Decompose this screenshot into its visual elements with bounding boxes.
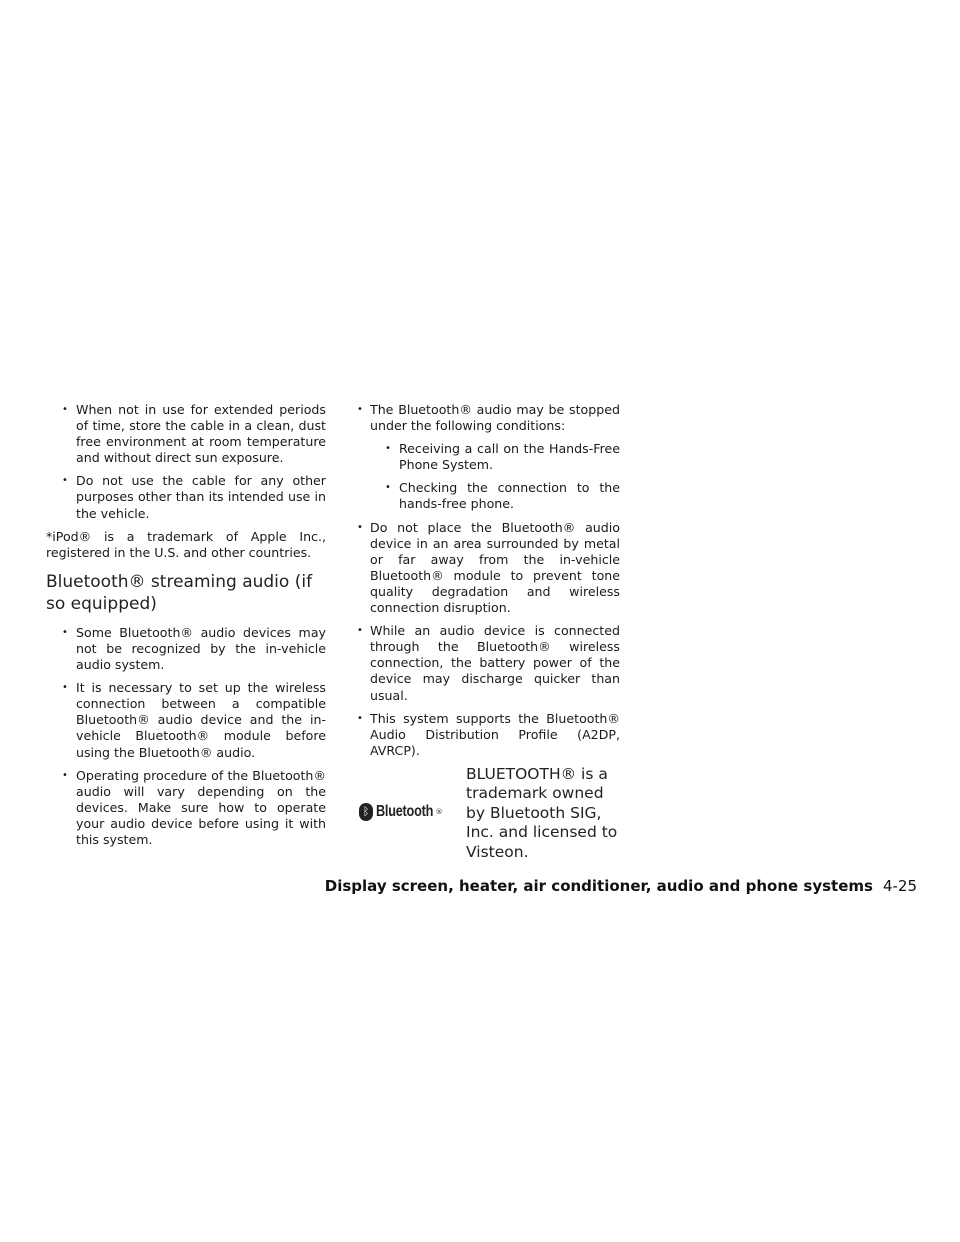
bluetooth-logo — [359, 803, 443, 821]
bluetooth-logo-wordmark: Bluetooth — [376, 802, 434, 820]
bullet-setup-connection: • It is necessary to set up the wireless connection between a compatible Bluetooth® audio device and the in-vehicle Bluetooth® module before using the Bluetooth® audio. — [46, 680, 326, 760]
page-number: 4-25 — [882, 877, 917, 895]
page-footer — [325, 877, 917, 895]
bluetooth-trademark-block — [355, 764, 620, 883]
bullet-cable-storage: • When not in use for extended periods of time, store the cable in a clean, dust free environment at room temperature and without direct sun exposure. — [46, 402, 326, 466]
section-heading: Bluetooth® streaming audio (if so equipped) — [46, 571, 313, 614]
footer-section-title: Display screen, heater, air conditioner, audio and phone systems — [324, 877, 873, 895]
bluetooth-icon — [359, 803, 373, 821]
ipod-trademark-note: *iPod® is a trademark of Apple Inc., registered in the U.S. and other countries. — [46, 528, 326, 560]
bullet-not-recognized: • Some Bluetooth® audio devices may not be recognized by the in-vehicle audio system. — [46, 625, 326, 673]
sub-bullet-receiving-call: • Receiving a call on the Hands-Free Phone System. — [369, 441, 620, 473]
left-column — [46, 402, 326, 855]
bullet-operating-procedure: • Operating procedure of the Bluetooth® audio will vary depending on the devices. Make sure how to operate your audio device before using it with this system. — [46, 768, 326, 848]
bullet-cable-use: • Do not use the cable for any other purposes other than its intended use in the vehicle. — [46, 473, 326, 521]
bullet-device-placement: • Do not place the Bluetooth® audio device in an area surrounded by metal or far away from the in-vehicle Bluetooth® module to prevent tone quality degradation and wireless connection disruption. — [355, 520, 620, 617]
bluetooth-trademark-text: BLUETOOTH® is a trademark owned by Bluetooth SIG, Inc. and licensed to Visteon. — [466, 764, 618, 861]
bullet-audio-stopped: • The Bluetooth® audio may be stopped under the following conditions: — [355, 402, 620, 434]
bluetooth-logo-registered: ® — [435, 807, 443, 816]
bullet-battery-discharge: • While an audio device is connected through the Bluetooth® wireless connection, the battery power of the device may discharge quicker than usual. — [355, 623, 620, 703]
sub-bullet-checking-connection: • Checking the connection to the hands-free phone. — [369, 480, 620, 512]
bullet-a2dp-support: • This system supports the Bluetooth® Audio Distribution Profile (A2DP, AVRCP). — [355, 711, 620, 759]
right-column — [355, 402, 620, 883]
